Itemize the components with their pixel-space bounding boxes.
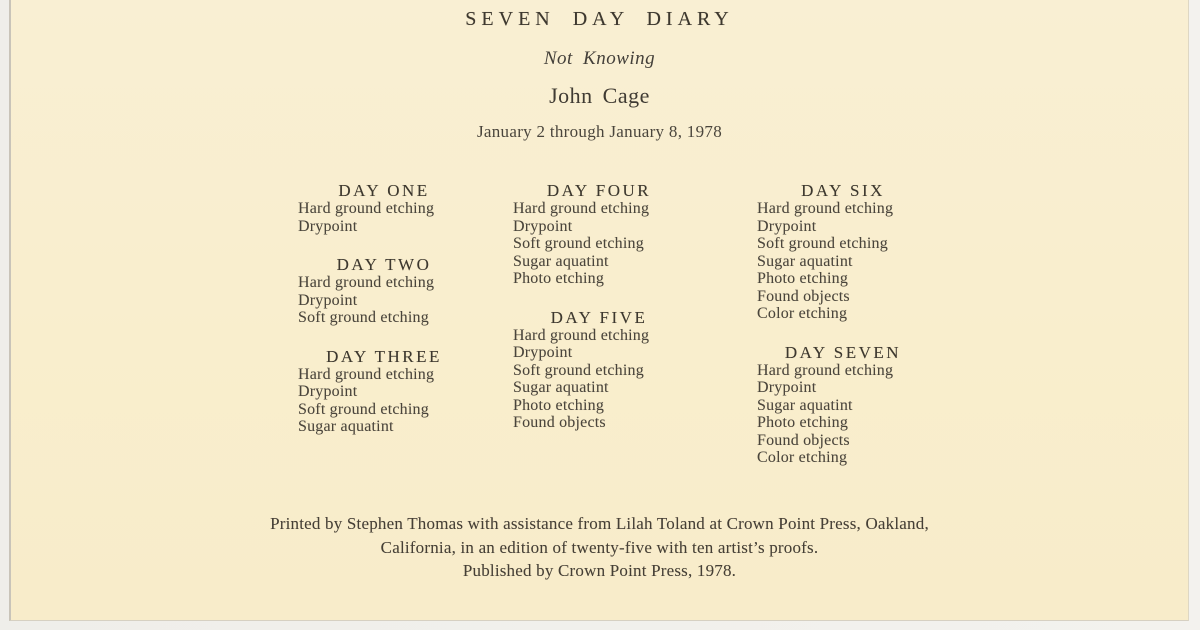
day-item: Hard ground etching	[757, 200, 894, 217]
day-item: Soft ground etching	[298, 400, 429, 418]
day-item: Hard ground etching	[298, 365, 435, 383]
day-column	[513, 181, 685, 432]
day-item: Drypoint	[298, 383, 358, 400]
day-group	[298, 181, 470, 235]
day-title: DAY FOUR	[546, 181, 652, 200]
day-group	[513, 181, 685, 288]
day-group	[298, 347, 470, 436]
paper-sheet	[9, 0, 1189, 621]
day-group	[757, 343, 929, 467]
day-item: Drypoint	[757, 217, 817, 235]
day-item: Soft ground etching	[513, 361, 644, 379]
day-column	[757, 181, 929, 467]
day-title: DAY SEVEN	[784, 342, 902, 362]
day-item: Hard ground etching	[298, 200, 435, 217]
title-block	[11, 8, 1188, 142]
date-range: January 2 through January 8, 1978	[476, 122, 723, 141]
day-item: Drypoint	[513, 217, 573, 235]
artist-name: John Cage	[549, 83, 650, 108]
day-item: Found objects	[513, 414, 606, 431]
day-title: DAY ONE	[338, 181, 430, 200]
day-item: Photo etching	[757, 270, 849, 287]
day-item: Photo etching	[757, 414, 849, 431]
colophon	[11, 512, 1188, 583]
day-item: Found objects	[757, 431, 850, 449]
day-title: DAY TWO	[336, 255, 432, 274]
day-item: Hard ground etching	[513, 326, 650, 344]
day-item: Hard ground etching	[513, 200, 650, 217]
day-item: Soft ground etching	[513, 235, 644, 252]
day-item: Soft ground etching	[298, 309, 429, 326]
day-item: Soft ground etching	[757, 235, 888, 252]
day-item: Drypoint	[298, 217, 358, 235]
day-title: DAY FIVE	[550, 307, 648, 327]
day-item: Found objects	[757, 287, 850, 305]
day-item: Hard ground etching	[298, 274, 435, 291]
work-subtitle: Not Knowing	[543, 48, 656, 69]
day-title: DAY SIX	[801, 181, 885, 200]
colophon-line: California, in an edition of twenty-five with ten artist’s proofs.	[380, 537, 819, 557]
day-item: Photo etching	[513, 396, 605, 414]
day-item: Photo etching	[513, 270, 605, 287]
day-group	[513, 308, 685, 432]
day-item: Sugar aquatint	[513, 379, 609, 396]
day-title: DAY THREE	[326, 346, 442, 366]
day-item: Sugar aquatint	[513, 252, 609, 270]
day-item: Color etching	[757, 305, 848, 322]
day-group	[757, 181, 929, 323]
day-item: Drypoint	[298, 291, 358, 309]
day-item: Sugar aquatint	[757, 252, 853, 270]
day-item: Sugar aquatint	[298, 418, 394, 435]
colophon-line: Printed by Stephen Thomas with assistance from Lilah Toland at Crown Point Press, Oakland,	[270, 514, 929, 533]
day-item: Color etching	[757, 449, 848, 466]
day-column	[298, 181, 470, 436]
day-columns	[11, 181, 1188, 481]
day-group	[298, 255, 470, 327]
day-item: Hard ground etching	[757, 361, 894, 379]
day-item: Drypoint	[757, 379, 817, 396]
page-title: SEVEN DAY DIARY	[465, 8, 734, 30]
day-item: Drypoint	[513, 344, 573, 361]
day-item: Sugar aquatint	[757, 396, 853, 414]
colophon-line: Published by Crown Point Press, 1978.	[462, 561, 737, 580]
